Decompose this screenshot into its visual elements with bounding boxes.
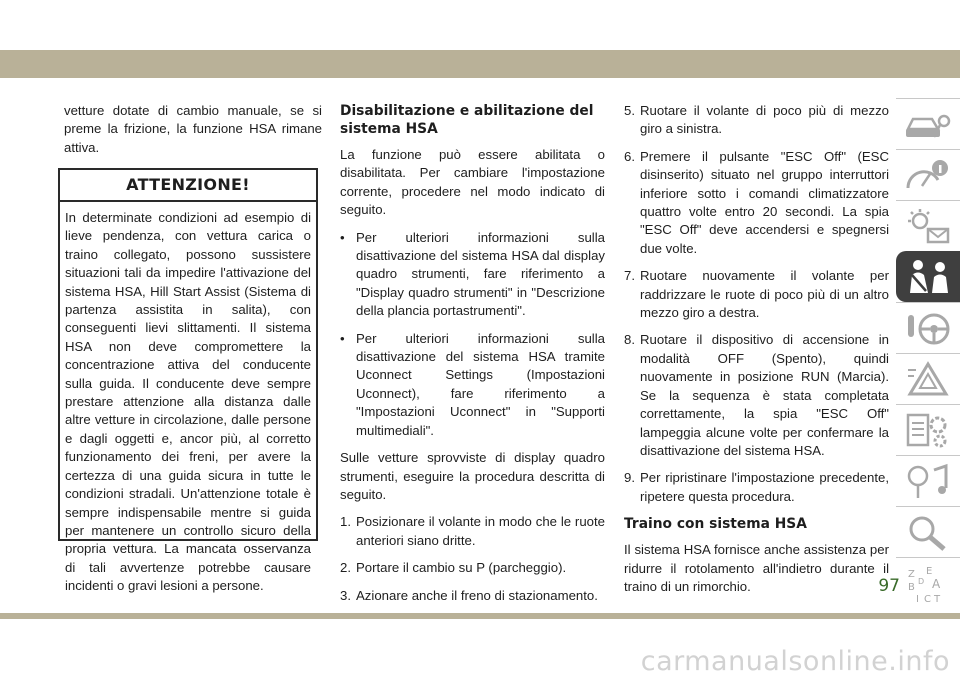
paragraph: Sulle vetture sprovviste di display quadro strumenti, eseguire la procedura descritta di seguito.	[340, 450, 605, 502]
step-number: 7.	[624, 268, 635, 284]
step-text: Posizionare il volante in modo che le ruote anteriori siano dritte.	[356, 514, 605, 548]
svg-text:C: C	[924, 594, 931, 604]
tab-index[interactable]	[896, 557, 960, 608]
step-item	[624, 267, 889, 322]
gauge-info-icon	[904, 156, 952, 196]
step-text: Portare il cambio su P (parcheggio).	[356, 560, 567, 576]
bullet-text: Per ulteriori informazioni sulla disattivazione del sistema HSA tramite Uconnect Settings (Impostazioni Uconnect), fare riferimento a "Impostazioni Uconnect" in "Supporti multimediali".	[356, 330, 605, 438]
tab-starting-driving[interactable]	[896, 302, 960, 353]
tab-warning-lights[interactable]	[896, 200, 960, 251]
step-item	[624, 469, 889, 506]
svg-text:T: T	[934, 594, 941, 604]
steering-wheel-icon	[904, 309, 952, 349]
alphabet-index-icon	[904, 564, 952, 604]
car-key-icon	[904, 105, 952, 145]
tab-emergency[interactable]	[896, 353, 960, 404]
maintenance-gear-icon	[904, 411, 952, 451]
step-text: Ruotare il volante di poco più di mezzo giro a sinistra.	[640, 103, 889, 137]
svg-text:Z: Z	[908, 569, 915, 580]
step-text: Ruotare nuovamente il volante per raddrizzare le ruote di poco più di un altro mezzo giro a destra.	[640, 268, 889, 321]
section-heading-hsa: Disabilitazione e abilitazione del sistema HSA	[340, 103, 594, 137]
svg-text:B: B	[908, 582, 915, 593]
step-item	[340, 513, 605, 550]
chapter-tabs	[896, 90, 960, 604]
section-heading-towing: Traino con sistema HSA	[624, 516, 807, 533]
step-number: 2.	[340, 560, 351, 576]
watermark-text: carmanualsonline.info	[640, 646, 950, 677]
svg-text:E: E	[926, 566, 933, 577]
tab-search[interactable]	[896, 506, 960, 557]
step-item	[340, 559, 605, 577]
tab-vehicle-knowledge[interactable]	[896, 98, 960, 149]
step-item	[624, 102, 889, 139]
step-number: 8.	[624, 332, 635, 348]
tab-safety[interactable]	[896, 251, 960, 302]
column-right	[624, 102, 889, 605]
paragraph: Il sistema HSA fornisce anche assistenza per ridurre il rotolamento all'indietro durante il traino di un rimorchio.	[624, 542, 889, 594]
step-text: Azionare anche il freno di stazionamento.	[356, 587, 598, 603]
step-item	[340, 587, 605, 605]
top-margin	[0, 0, 960, 32]
bullet-item	[340, 229, 605, 321]
intro-paragraph: vetture dotate di cambio manuale, se si preme la frizione, la funzione HSA rimane attiva.	[64, 103, 322, 155]
tab-servicing[interactable]	[896, 404, 960, 455]
svg-text:I: I	[916, 594, 919, 604]
svg-text:D: D	[918, 577, 925, 586]
tab-dashboard-info[interactable]	[896, 149, 960, 200]
step-text: Per ripristinare l'impostazione precedente, ripetere questa procedura.	[640, 470, 889, 504]
magnifier-icon	[904, 513, 952, 553]
warning-title: ATTENZIONE!	[60, 170, 316, 202]
bullet-marker: •	[340, 229, 345, 245]
paragraph: La funzione può essere abilitata o disabilitata. Per cambiare l'impostazione corrente, procedere nel modo indicato di seguito.	[340, 147, 605, 218]
warning-body: In determinate condizioni ad esempio di lieve pendenza, con vettura carica o traino collegato, possono sussistere situazioni tali da impedire l'attivazione del sistema HSA, Hill Start Assist (Sistema di partenza assistita in salita), con conseguenti lievi slittamenti. Il sistema HSA non deve compromettere la concentrazione attiva del conducente sulla guida. Il conducente deve sempre prestare attenzione alla distanza dalle altre vetture in circolazione, dalle persone e dagli oggetti e, ancor più, al corretto funzionamento dei freni, per avere la certezza di una guida sicura in tutte le condizioni stradali. Un'attenzione totale è sempre indispensabile mentre si guida per mantenere un controllo sicuro della propria vettura. La mancata osservanza di tali avvertenze potrebbe causare incidenti o gravi lesioni a persone.	[65, 210, 311, 594]
step-number: 5.	[624, 103, 635, 118]
bullet-marker: •	[340, 330, 345, 346]
step-number: 6.	[624, 148, 635, 164]
step-item	[624, 331, 889, 460]
tab-multimedia[interactable]	[896, 455, 960, 506]
lights-messages-icon	[904, 207, 952, 247]
step-text: Premere il pulsante "ESC Off" (ESC disinserito) situato nel gruppo interruttori inferiore sotto i comandi climatizzatore quattro volte entro 20 secondi. La spia "ESC Off" deve accendersi e spegnersi due volte.	[640, 148, 889, 256]
multimedia-icon	[904, 462, 952, 502]
svg-text:A: A	[932, 577, 941, 591]
step-number: 9.	[624, 470, 635, 486]
column-left	[64, 102, 322, 166]
step-text: Ruotare il dispositivo di accensione in modalità OFF (Spento), quindi nuovamente in posizione RUN (Marcia). Se la sequenza è stata completata correttamente, la spia "ESC Off" lampeggia alcune volte per confermare la disattivazione del sistema HSA.	[640, 332, 889, 458]
step-number: 1.	[340, 514, 351, 530]
warning-box	[58, 168, 318, 594]
header-band	[0, 50, 960, 78]
seatbelt-airbag-icon	[904, 257, 952, 297]
column-middle	[340, 102, 605, 641]
bullet-text: Per ulteriori informazioni sulla disattivazione del sistema HSA dal display quadro strumenti, fare riferimento a "Display quadro strumenti" in "Descrizione della plancia portastrumenti".	[356, 229, 605, 319]
bullet-item	[340, 330, 605, 440]
page-number: 97	[878, 576, 900, 596]
hazard-triangle-icon	[904, 360, 952, 400]
step-number: 3.	[340, 587, 351, 603]
step-item	[624, 148, 889, 258]
